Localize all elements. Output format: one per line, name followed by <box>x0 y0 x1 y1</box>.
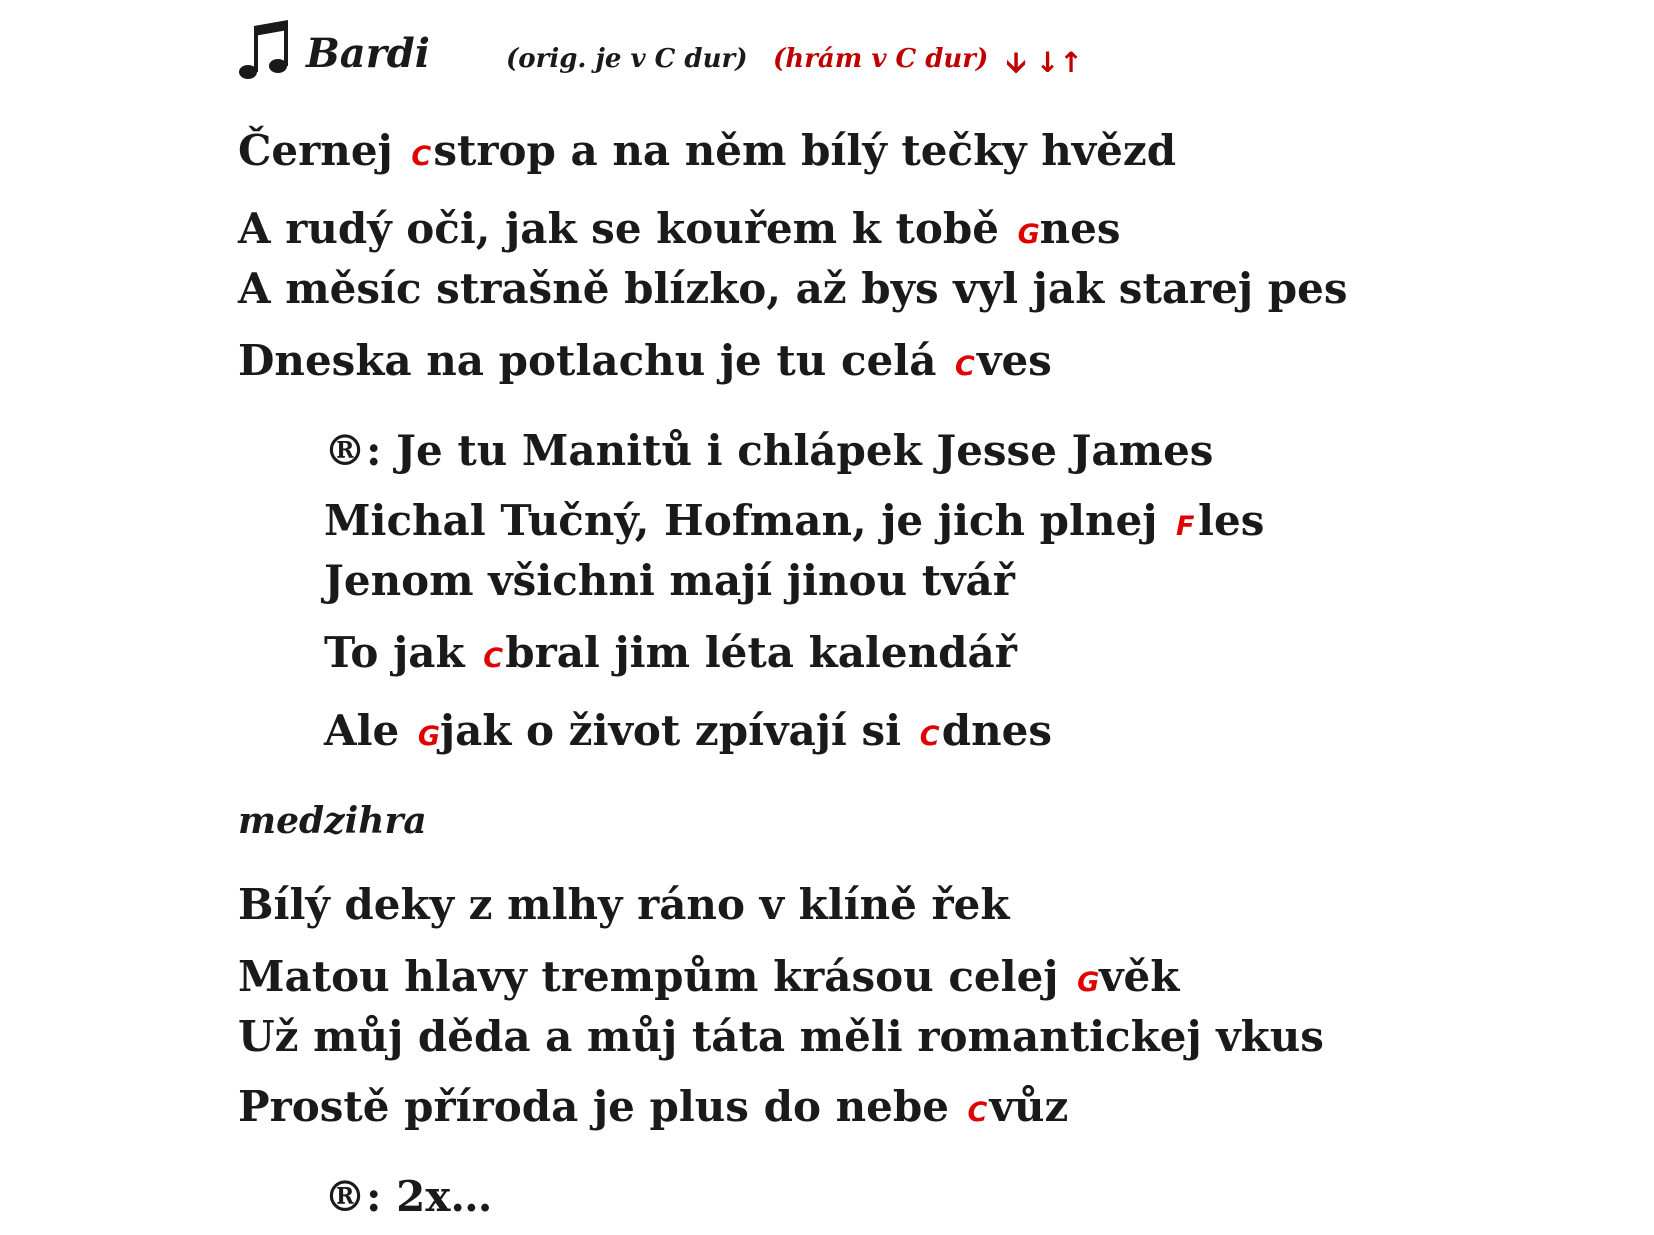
lyric-line: Matou hlavy trempům krásou celej G věk <box>238 952 1180 1001</box>
lyric-line: Dneska na potlachu je tu celá C ves <box>238 336 1052 385</box>
lyric-line: Bílý deky z mlhy ráno v klíně řek <box>238 880 1010 929</box>
lyric-line: A rudý oči, jak se kouřem k tobě G nes <box>238 204 1121 253</box>
lyric-line: Už můj děda a můj táta měli romantickej vkus <box>238 1012 1324 1061</box>
song-title: Bardi <box>306 30 430 77</box>
chorus-repeat: ®: 2x… <box>324 1172 493 1221</box>
chorus-line: To jak C bral jim léta kalendář <box>324 628 1017 677</box>
chorus-line: ®: Je tu Manitů i chlápek Jesse James <box>324 426 1214 475</box>
lyric-line: Černej C strop a na něm bílý tečky hvězd <box>238 126 1177 175</box>
lyric-line: Prostě příroda je plus do nebe C vůz <box>238 1082 1069 1131</box>
original-key: (orig. je v C dur) <box>506 44 748 74</box>
chorus-line: Ale G jak o život zpívají si C dnes <box>324 706 1052 755</box>
music-note-icon <box>238 20 290 82</box>
lyric-line: A měsíc strašně blízko, až bys vyl jak starej pes <box>238 264 1348 313</box>
chorus-line: Jenom všichni mají jinou tvář <box>324 556 1015 605</box>
interlude-label: medzihra <box>238 800 427 842</box>
played-key: (hrám v C dur) <box>773 44 989 74</box>
transpose-arrows[interactable]: 🡫 ↓↑ <box>1006 46 1083 79</box>
chorus-line: Michal Tučný, Hofman, je jich plnej F les <box>324 496 1265 545</box>
